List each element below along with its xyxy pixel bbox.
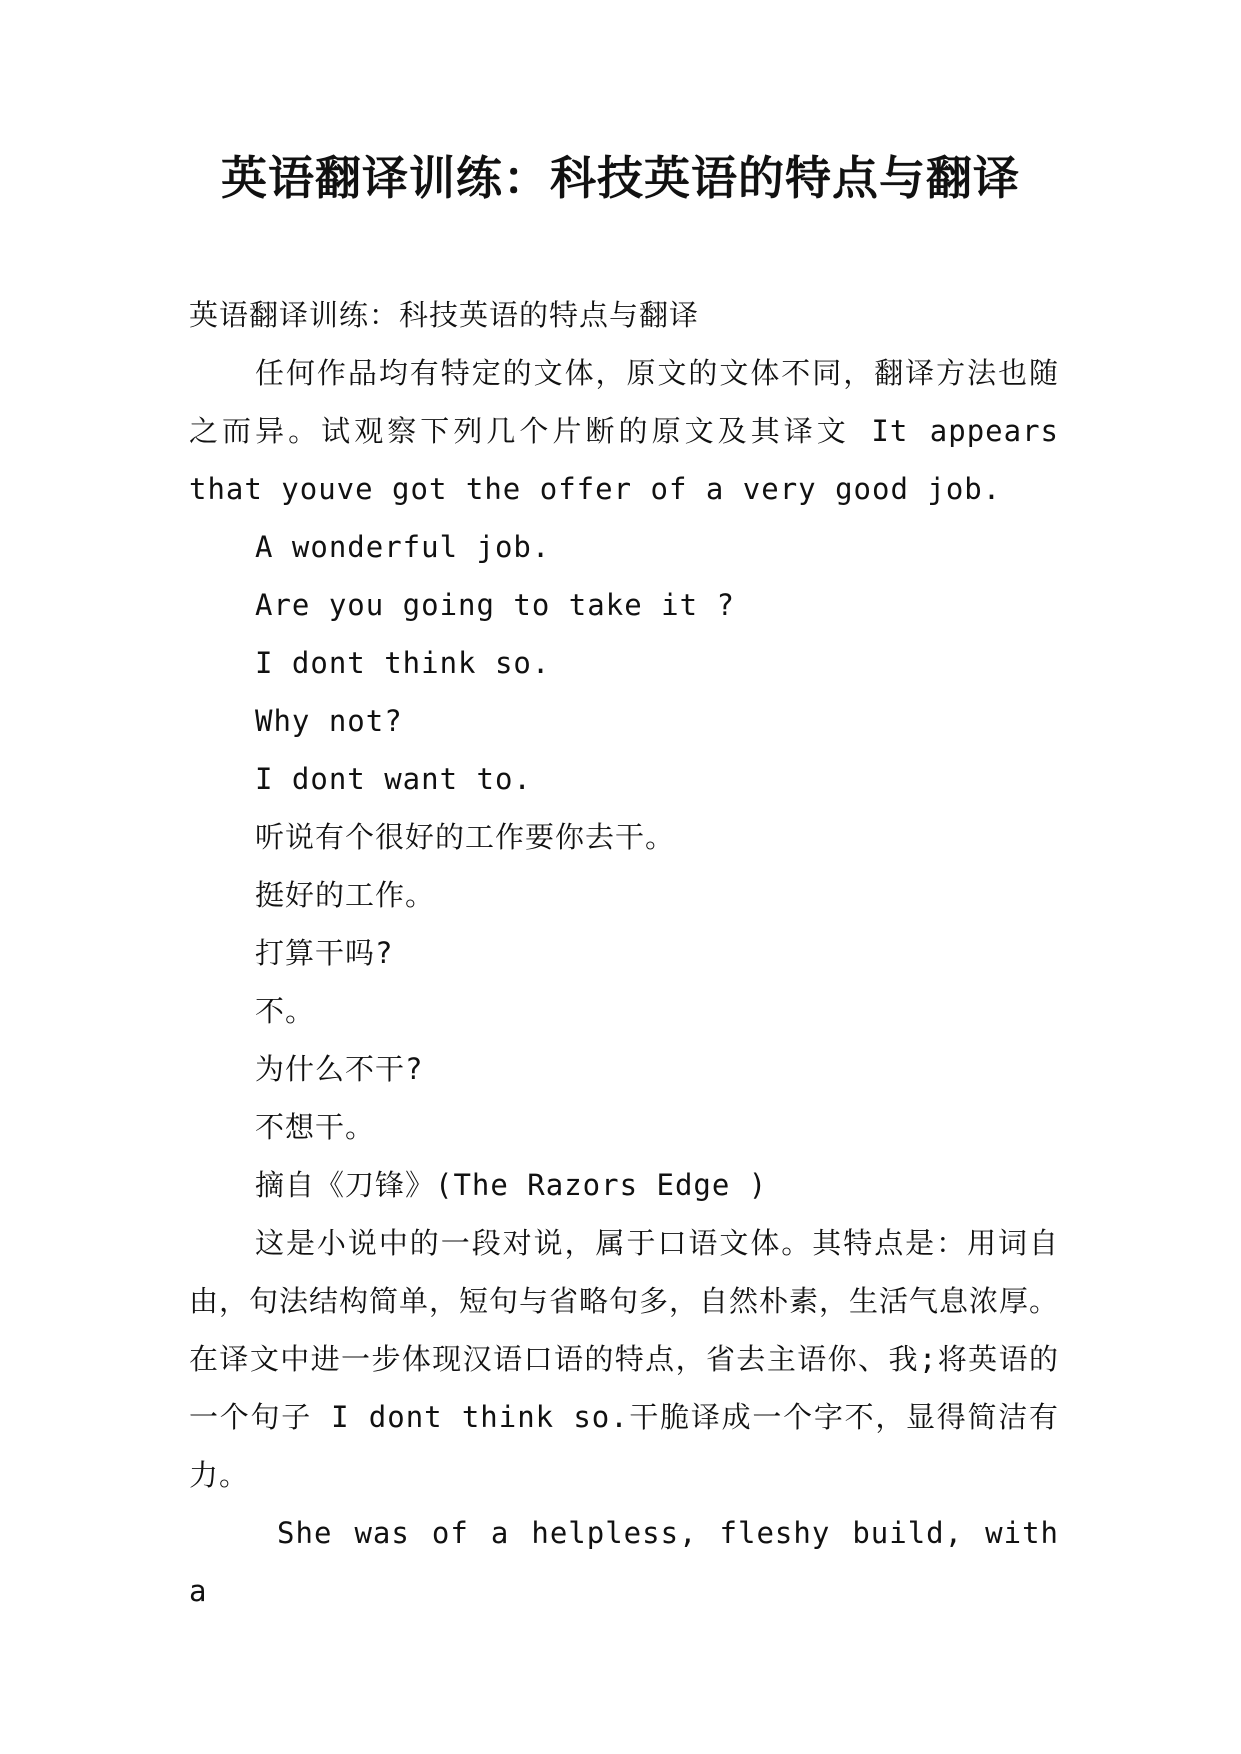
paragraph-intro: 任何作品均有特定的文体，原文的文体不同，翻译方法也随之而异。试观察下列几个片断的原文及其译文 It appears that youve got the offer of a very good job. (189, 356, 1078, 506)
paragraph-translation-4: 不。 (255, 994, 316, 1028)
paragraph-translation-1: 听说有个很好的工作要你去干。 (255, 820, 676, 854)
paragraph-dialogue-2: Are you going to take it ? (255, 588, 735, 622)
paragraph-translation-2: 挺好的工作。 (255, 878, 436, 912)
paragraph-source: 摘自《刀锋》(The Razors Edge ) (255, 1168, 768, 1202)
paragraph-dialogue-3: I dont think so. (255, 646, 551, 680)
paragraph-analysis: 这是小说中的一段对说，属于口语文体。其特点是：用词自由，句法结构简单，短句与省略句多，自然朴素，生活气息浓厚。在译文中进一步体现汉语口语的特点，省去主语你、我;将英语的一个句子 I dont think so.干脆译成一个字不，显得简洁有力。 (189, 1226, 1060, 1492)
paragraph-dialogue-4: Why not? (255, 704, 403, 738)
paragraph-dialogue-5: I dont want to. (255, 762, 532, 796)
paragraph-translation-6: 不想干。 (255, 1110, 376, 1144)
paragraph-dialogue-1: A wonderful job. (255, 530, 551, 564)
paragraph-translation-5: 为什么不干? (255, 1052, 424, 1086)
paragraph-translation-3: 打算干吗? (255, 936, 394, 970)
document-body (189, 286, 1078, 1620)
paragraph-subtitle: 英语翻译训练：科技英语的特点与翻译 (189, 298, 700, 332)
page-title: 英语翻译训练：科技英语的特点与翻译 (221, 151, 1020, 205)
paragraph-next-excerpt: She was of a helpless, fleshy build, with a (189, 1516, 1078, 1608)
